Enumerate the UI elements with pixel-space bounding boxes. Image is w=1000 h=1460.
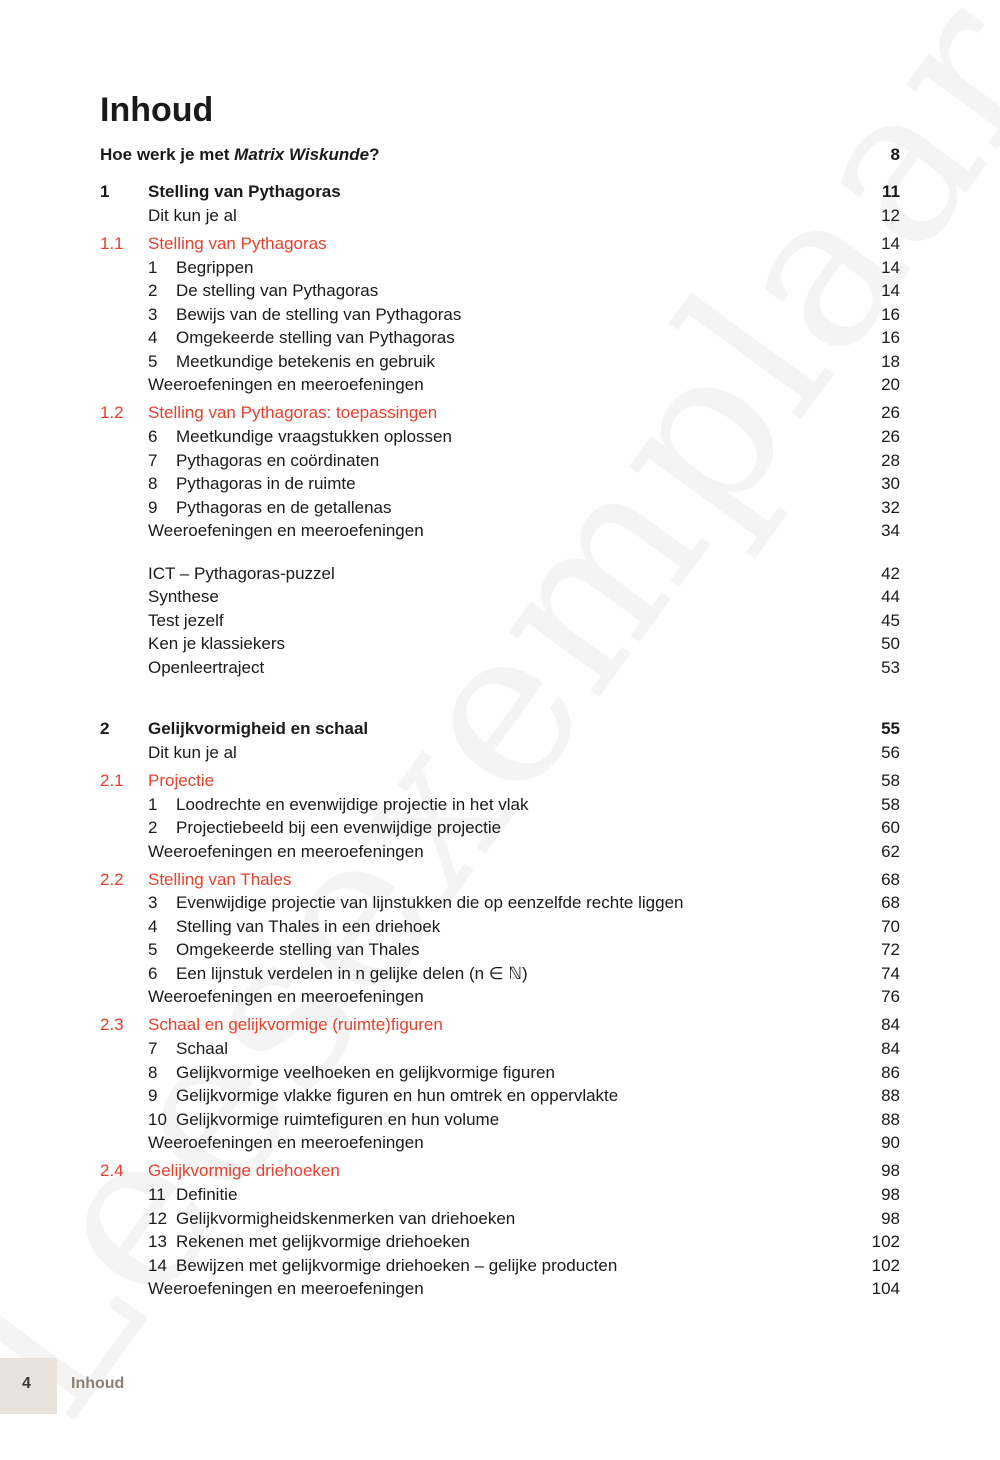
toc-page-number: 68 [881, 870, 900, 889]
toc-section-2-4[interactable] [100, 1160, 900, 1182]
toc-row[interactable] [100, 327, 900, 349]
toc-row[interactable] [100, 374, 900, 396]
footer-section-label: Inhoud [71, 1375, 125, 1392]
toc-page-number: 102 [871, 1232, 900, 1251]
toc-number: 2 [148, 281, 158, 300]
toc-row[interactable] [100, 1132, 900, 1154]
toc-label: Stelling van Pythagoras [148, 182, 341, 201]
toc-section-2-2[interactable] [100, 869, 900, 891]
page-title: Inhoud [100, 91, 214, 129]
toc-page-number: 60 [881, 818, 900, 837]
toc-label: Gelijkvormigheidskenmerken van driehoeken [176, 1209, 516, 1228]
toc-page-number: 53 [881, 658, 900, 677]
toc-page-number: 28 [881, 451, 900, 470]
toc-label: Gelijkvormige ruimtefiguren en hun volume [176, 1110, 500, 1129]
toc-number: 13 [148, 1232, 167, 1251]
toc-number: 5 [148, 940, 158, 959]
toc-number: 14 [148, 1256, 167, 1275]
toc-section-1-1[interactable] [100, 233, 900, 255]
toc-number: 1.2 [100, 403, 124, 422]
toc-label: Ken je klassiekers [148, 634, 286, 653]
toc-number: 2 [148, 818, 158, 837]
toc-number: 2.3 [100, 1015, 124, 1034]
toc-label: Dit kun je al [148, 206, 237, 225]
toc-label: Meetkundige vraagstukken oplossen [176, 427, 452, 446]
toc-label: Omgekeerde stelling van Pythagoras [176, 328, 455, 347]
toc-label: Stelling van Thales in een driehoek [176, 917, 441, 936]
toc-label: Begrippen [176, 258, 254, 277]
toc-page-number: 102 [871, 1256, 900, 1275]
toc-number: 7 [148, 451, 158, 470]
toc-label: Synthese [148, 587, 219, 606]
toc-row[interactable] [100, 1278, 900, 1300]
toc-section-2-3[interactable] [100, 1014, 900, 1036]
toc-page-number: 11 [882, 182, 900, 201]
toc-label: Weeroefeningen en meeroefeningen [148, 1133, 424, 1152]
toc-page-number: 14 [881, 281, 900, 300]
toc-chapter-1[interactable] [100, 181, 900, 203]
toc-intro-label: Hoe werk je met Matrix Wiskunde? [100, 145, 380, 164]
toc-number: 3 [148, 893, 158, 912]
toc-label: Schaal en gelijkvormige (ruimte)figuren [148, 1015, 443, 1034]
toc-page-number: 84 [881, 1039, 900, 1058]
toc-page-number: 58 [881, 771, 900, 790]
toc-page-number: 58 [881, 795, 900, 814]
toc-label: Stelling van Pythagoras [148, 234, 327, 253]
toc-row[interactable] [100, 1255, 900, 1277]
toc-row[interactable] [100, 939, 900, 961]
toc-label: Evenwijdige projectie van lijnstukken die op eenzelfde rechte liggen [176, 893, 684, 912]
toc-label: Definitie [176, 1185, 238, 1204]
toc-page-number: 84 [881, 1015, 900, 1034]
toc-number: 2 [100, 719, 110, 738]
toc-page-number: 98 [881, 1185, 900, 1204]
toc-page-number: 26 [881, 427, 900, 446]
toc-page-number: 50 [881, 634, 900, 653]
toc-number: 1 [148, 795, 158, 814]
toc-label: Gelijkvormigheid en schaal [148, 719, 369, 738]
toc-row[interactable] [100, 1062, 900, 1084]
toc-label: Projectie [148, 771, 215, 790]
toc-page-number: 62 [881, 842, 900, 861]
toc-row[interactable] [100, 304, 900, 326]
toc-row[interactable] [100, 1038, 900, 1060]
toc-number: 1 [148, 258, 158, 277]
toc-page-number: 16 [881, 328, 900, 347]
toc-row[interactable] [100, 610, 900, 632]
toc-number: 6 [148, 427, 158, 446]
toc-row[interactable] [100, 563, 900, 585]
toc-row[interactable] [100, 742, 900, 764]
toc-chapter-2[interactable] [100, 718, 900, 740]
toc-row[interactable] [100, 963, 900, 985]
toc-row[interactable] [100, 497, 900, 519]
toc-label: Stelling van Pythagoras: toepassingen [148, 403, 438, 422]
toc-label: Meetkundige betekenis en gebruik [176, 352, 435, 371]
toc-row[interactable] [100, 916, 900, 938]
toc-row[interactable] [100, 1231, 900, 1253]
toc-page-number: 104 [871, 1279, 900, 1298]
toc-label: Projectiebeeld bij een evenwijdige projectie [176, 818, 502, 837]
toc-page-number: 16 [881, 305, 900, 324]
toc-page-number: 34 [881, 521, 900, 540]
toc-label: Weeroefeningen en meeroefeningen [148, 521, 424, 540]
toc-number: 5 [148, 352, 158, 371]
toc-page-number: 88 [881, 1086, 900, 1105]
toc-label: Weeroefeningen en meeroefeningen [148, 842, 424, 861]
toc-number: 6 [148, 964, 158, 983]
toc-page-number: 14 [881, 258, 900, 277]
toc-label: Bewijs van de stelling van Pythagoras [176, 305, 462, 324]
toc-page-number: 20 [881, 375, 900, 394]
toc-label: Gelijkvormige driehoeken [148, 1161, 340, 1180]
toc-number: 7 [148, 1039, 158, 1058]
toc-page-number: 88 [881, 1110, 900, 1129]
toc-page-number: 26 [881, 403, 900, 422]
toc-row[interactable] [100, 426, 900, 448]
toc-label: Dit kun je al [148, 743, 237, 762]
toc-number: 1.1 [100, 234, 124, 253]
toc-label: Gelijkvormige veelhoeken en gelijkvormige figuren [176, 1063, 555, 1082]
toc-page-number: 45 [881, 611, 900, 630]
toc-label: Bewijzen met gelijkvormige driehoeken – gelijke producten [176, 1256, 618, 1275]
toc-row[interactable] [100, 657, 900, 679]
toc-row[interactable] [100, 450, 900, 472]
toc-page-number: 12 [881, 206, 900, 225]
toc-number: 3 [148, 305, 158, 324]
toc-row[interactable] [100, 586, 900, 608]
toc-label: Loodrechte en evenwijdige projectie in het vlak [176, 795, 529, 814]
toc-page-number: 55 [881, 719, 900, 738]
footer-page-number: 4 [22, 1375, 31, 1392]
toc-page-number: 14 [881, 234, 900, 253]
toc-number: 11 [148, 1185, 166, 1204]
toc-section-2-1[interactable] [100, 770, 900, 792]
toc-row[interactable] [100, 1109, 900, 1131]
toc-label: De stelling van Pythagoras [176, 281, 379, 300]
toc-row[interactable] [100, 841, 900, 863]
toc-label: Omgekeerde stelling van Thales [176, 940, 420, 959]
toc-label: ICT – Pythagoras-puzzel [148, 564, 335, 583]
toc-row[interactable] [100, 520, 900, 542]
toc-label: Schaal [176, 1039, 228, 1058]
toc-number: 4 [148, 917, 158, 936]
toc-label: Pythagoras in de ruimte [176, 474, 356, 493]
toc-page-number: 70 [881, 917, 900, 936]
toc-page-number: 18 [881, 352, 900, 371]
toc-number: 4 [148, 328, 158, 347]
toc-page-number: 42 [881, 564, 900, 583]
toc-number: 2.4 [100, 1161, 124, 1180]
toc-page-number: 32 [881, 498, 900, 517]
toc-number: 9 [148, 1086, 158, 1105]
toc-page-number: 44 [881, 587, 900, 606]
toc-page-number: 30 [881, 474, 900, 493]
toc-section-1-2[interactable] [100, 402, 900, 424]
toc-number: 9 [148, 498, 158, 517]
toc-label: Stelling van Thales [148, 870, 292, 889]
toc-page-number: 98 [881, 1161, 900, 1180]
toc-row[interactable] [100, 1085, 900, 1107]
toc-number: 2.2 [100, 870, 124, 889]
toc-number: 2.1 [100, 771, 124, 790]
toc-row[interactable] [100, 794, 900, 816]
toc-page-number: 98 [881, 1209, 900, 1228]
toc-label: Pythagoras en coördinaten [176, 451, 380, 470]
toc-label: Een lijnstuk verdelen in n gelijke delen (n ∈ ℕ) [176, 964, 528, 983]
toc-row[interactable] [100, 633, 900, 655]
toc-row[interactable] [100, 257, 900, 279]
toc-page-number: 90 [881, 1133, 900, 1152]
toc-number: 10 [148, 1110, 167, 1129]
toc-label: Weeroefeningen en meeroefeningen [148, 375, 424, 394]
toc-row[interactable] [100, 1208, 900, 1230]
toc-number: 8 [148, 1063, 158, 1082]
toc-page-number: 86 [881, 1063, 900, 1082]
toc-number: 12 [148, 1209, 167, 1228]
toc-label: Test jezelf [148, 611, 224, 630]
toc-row[interactable] [100, 205, 900, 227]
toc-row[interactable] [100, 986, 900, 1008]
toc-row-intro[interactable] [100, 144, 900, 166]
toc-label: Weeroefeningen en meeroefeningen [148, 1279, 424, 1298]
toc-row[interactable] [100, 473, 900, 495]
toc-label: Gelijkvormige vlakke figuren en hun omtrek en oppervlakte [176, 1086, 619, 1105]
toc-number: 1 [100, 182, 110, 201]
toc-label: Rekenen met gelijkvormige driehoeken [176, 1232, 470, 1251]
toc-page-number: 76 [881, 987, 900, 1006]
toc-row[interactable] [100, 817, 900, 839]
toc-page-number: 56 [881, 743, 900, 762]
toc-label: Openleertraject [148, 658, 265, 677]
toc-page-number: 74 [881, 964, 900, 983]
toc-row[interactable] [100, 1184, 900, 1206]
toc-page-number: 68 [881, 893, 900, 912]
toc-page-number: 8 [890, 145, 900, 164]
toc-label: Pythagoras en de getallenas [176, 498, 392, 517]
toc-label: Weeroefeningen en meeroefeningen [148, 987, 424, 1006]
toc-number: 8 [148, 474, 158, 493]
toc-row[interactable] [100, 280, 900, 302]
toc-row[interactable] [100, 892, 900, 914]
toc-row[interactable] [100, 351, 900, 373]
toc-page-number: 72 [881, 940, 900, 959]
